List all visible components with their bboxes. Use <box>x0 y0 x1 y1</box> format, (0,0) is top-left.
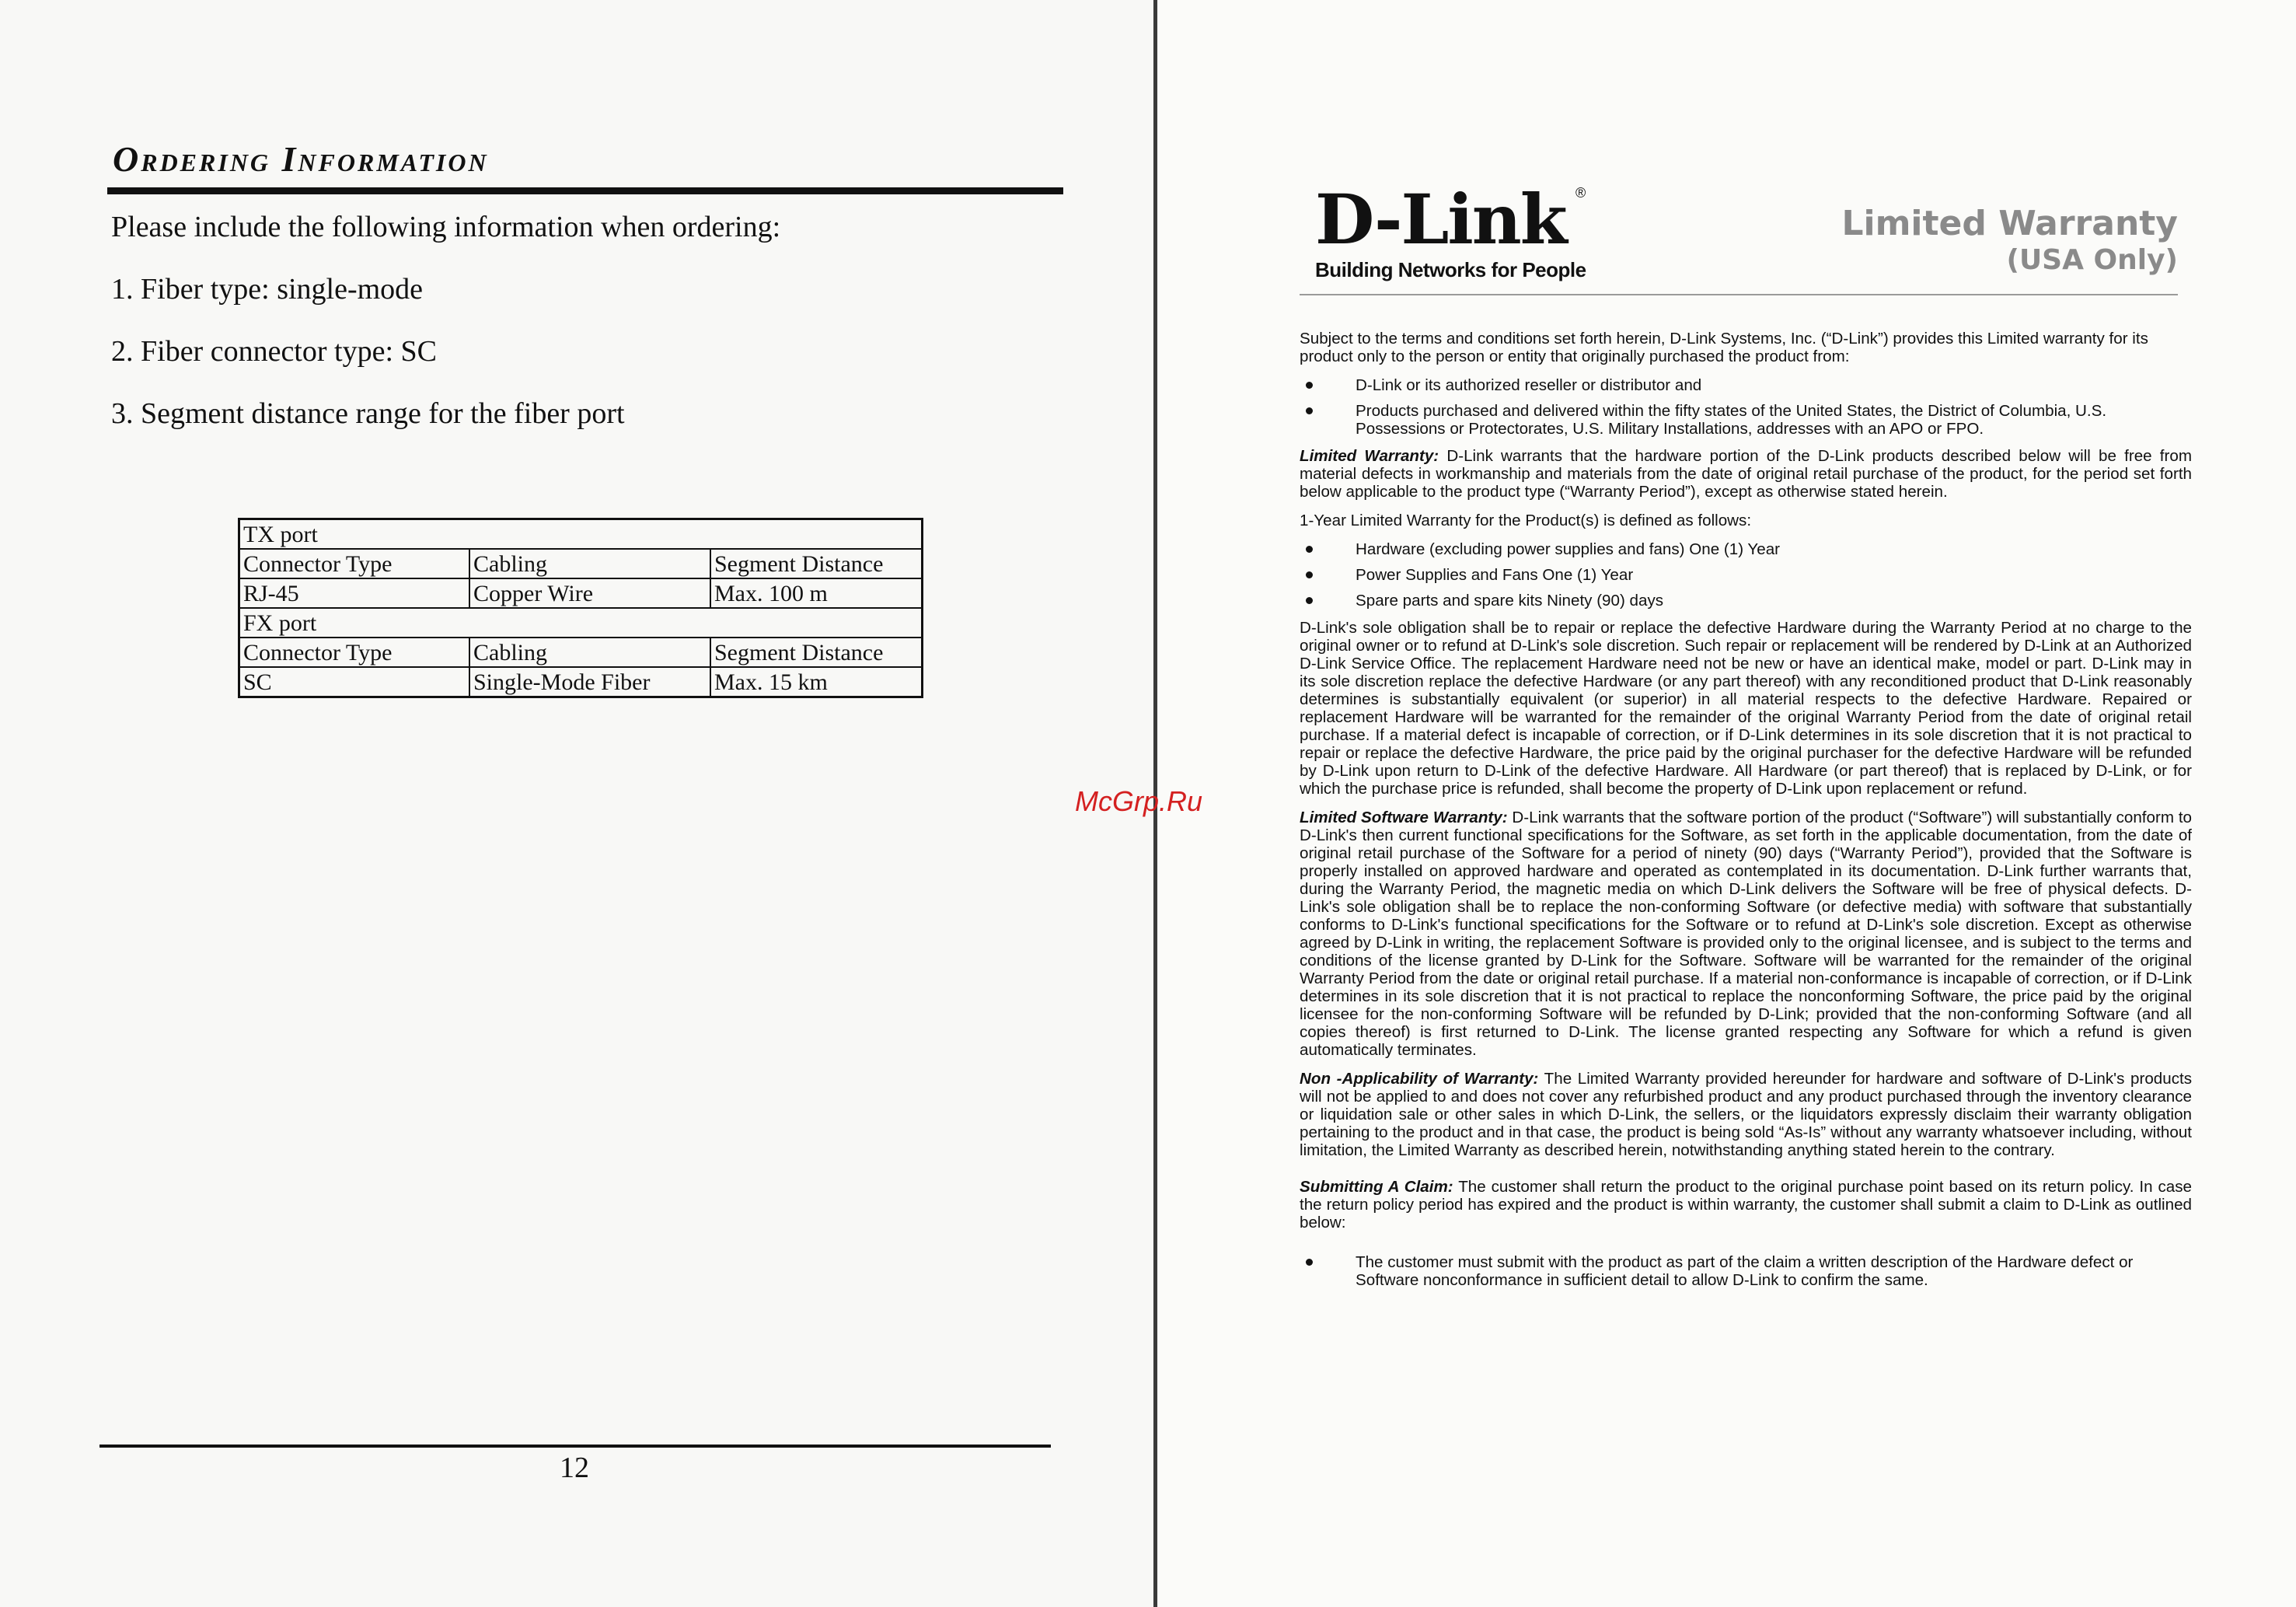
warranty-body <box>1300 330 2192 1298</box>
tx-cabling-cell: Copper Wire <box>469 578 710 608</box>
list-item: The customer must submit with the product as part of the claim a written description of the Hardware defect or Software nonconformance in sufficient detail to allow D-Link to confirm the same. <box>1300 1253 2192 1289</box>
paragraph-lead: Limited Software Warranty: <box>1300 809 1508 826</box>
software-warranty-paragraph: Limited Software Warranty: D-Link warrants that the software portion of the product (“Software”) will substantially conform to D-Link's then current functional specifications for the Software, as set forth in the applicable documentation, from the date of original retail purchase of the Software for a period of ninety (90) days (“Warranty Period”), provided that the Software is properly installed on approved hardware and operated as contemplated in its documentation. D-Link further warrants that, during the Warranty Period, the magnetic media on which D-Link delivers the Software will be free of physical defects. D-Link's sole obligation shall be to replace the non-conforming Software (or defective media) with software that substantially conforms to D-Link's functional specifications for the Software or to refund at D-Link's sole discretion. Except as otherwise agreed by D-Link in writing, the replacement Software is provided only to the original licensee, and is subject to the terms and conditions of the license granted by D-Link for the Software. Software will be warranted for the remainder of the original Warranty Period from the date or original retail purchase. If a material non-conformance is incapable of correction, or if D-Link determines in its sole discretion that it is not practical to replace the nonconforming Software, the price paid by the original licensee for the non-conforming Software will be refunded by D-Link; provided that the non-conforming Software (and all copies thereof) is first returned to D-Link. The license granted respecting any Software for which a refund is given automatically terminates. <box>1300 809 2192 1059</box>
bullet-icon <box>1306 382 1313 389</box>
list-item: Hardware (excluding power supplies and fans) One (1) Year <box>1300 540 2192 558</box>
list-item: Products purchased and delivered within the fifty states of the United States, the District of Columbia, U.S. Possessions or Protectorates, U.S. Military Installations, addresses with an APO or FPO. <box>1300 402 2192 438</box>
ordering-item-segment-distance: 3. Segment distance range for the fiber port <box>111 397 625 430</box>
bullet-icon <box>1306 1259 1313 1266</box>
paragraph-lead: Submitting A Claim: <box>1300 1178 1453 1196</box>
limited-warranty-paragraph: Limited Warranty: D-Link warrants that the hardware portion of the D-Link products described below will be free from material defects in workmanship and materials from the date of original retail purchase of the product, for the period set forth below applicable to the product type (“Warranty Period”), except as otherwise stated herein. <box>1300 447 2192 501</box>
one-year-list <box>1300 540 2192 610</box>
col-header-distance: Segment Distance <box>710 549 923 578</box>
bullet-icon <box>1306 597 1313 604</box>
warranty-heading <box>1841 204 2178 277</box>
non-applicability-paragraph: Non -Applicability of Warranty: The Limited Warranty provided hereunder for hardware and software of D-Link's products will not be applied to and does not cover any refurbished product and any product purchased through the inventory clearance or liquidation sale or other sales in which D-Link, the sellers, or the liquidators expressly disclaim their warranty obligation pertaining to the product and in that case, the product is being sold “As-Is” without any warranty whatsoever including, without limitation, the Limited Warranty as described herein, notwithstanding anything stated herein to the contrary. <box>1300 1070 2193 1159</box>
col-header-cabling: Cabling <box>469 638 710 667</box>
ordering-intro: Please include the following information when ordering: <box>111 211 781 243</box>
col-header-connector: Connector Type <box>239 638 470 667</box>
bullet-icon <box>1306 407 1313 414</box>
title-rule <box>107 187 1063 194</box>
fx-distance-cell: Max. 15 km <box>710 667 923 697</box>
warranty-subtitle: (USA Only) <box>2006 244 2178 276</box>
tx-connector-cell: RJ-45 <box>239 578 470 608</box>
table-header-row <box>239 638 923 667</box>
col-header-distance: Segment Distance <box>710 638 923 667</box>
ordering-list <box>111 272 625 459</box>
fx-connector-cell: SC <box>239 667 470 697</box>
tx-distance-cell: Max. 100 m <box>710 578 923 608</box>
port-table <box>238 518 923 698</box>
paragraph-lead: Non -Applicability of Warranty: <box>1300 1070 1539 1088</box>
sole-obligation-paragraph: D-Link's sole obligation shall be to repair or replace the defective Hardware during the Warranty Period at no charge to the original owner or to refund at D-Link's sole discretion. Such repair or replacement will be rendered by D-Link at an Authorized D-Link Service Office. The replacement Hardware need not be new or have an identical make, model or part. D-Link may in its sole discretion replace the defective Hardware (or any part thereof) with any reconditioned product that D-Link reasonably determines is substantially equivalent (or superior) in all material respects to the defective Hardware. Repaired or replacement Hardware will be warranted for the remainder of the original Warranty Period from the date of original retail purchase. If a material defect is incapable of correction, or if D-Link determines in its sole discretion that it is not practical to repair or replace the defective Hardware, the price paid by the original purchaser for the defective Hardware will be refunded by D-Link upon return to D-Link of the defective Hardware. All Hardware (or part thereof) that is replaced by D-Link, or for which the purchase price is refunded, shall become the property of D-Link upon replacement or refund. <box>1300 619 2192 798</box>
ordering-item-connector-type: 2. Fiber connector type: SC <box>111 335 437 368</box>
table-header-row <box>239 549 923 578</box>
purchase-from-list <box>1300 376 2192 438</box>
fx-cabling-cell: Single-Mode Fiber <box>469 667 710 697</box>
list-item: Spare parts and spare kits Ninety (90) days <box>1300 592 2192 610</box>
registered-mark: ® <box>1575 185 1586 201</box>
table-row <box>239 578 923 608</box>
watermark: McGrp.Ru <box>1075 785 1203 817</box>
list-item: Power Supplies and Fans One (1) Year <box>1300 566 2192 584</box>
submitting-claim-paragraph: Submitting A Claim: The customer shall return the product to the original purchase point based on its return policy. In case the return policy period has expired and the product is within warranty, the customer shall submit a claim to D-Link as outlined below: <box>1300 1178 2193 1231</box>
fx-port-label: FX port <box>239 608 923 638</box>
col-header-cabling: Cabling <box>469 549 710 578</box>
footer-rule <box>99 1445 1051 1448</box>
bullet-icon <box>1306 571 1313 578</box>
logo-tagline: Building Networks for People <box>1315 258 1586 281</box>
header-rule <box>1300 294 2178 295</box>
table-row <box>239 667 923 697</box>
logo-wordmark: D-Link <box>1315 179 1566 260</box>
tx-port-header-row <box>239 519 923 550</box>
one-year-intro: 1-Year Limited Warranty for the Product(s) is defined as follows: <box>1300 512 1752 529</box>
dlink-logo <box>1315 179 1586 282</box>
bullet-icon <box>1306 546 1313 553</box>
page-number: 12 <box>560 1452 589 1484</box>
fx-port-header-row <box>239 608 923 638</box>
list-item: D-Link or its authorized reseller or distributor and <box>1300 376 2192 394</box>
section-title: Ordering Information <box>113 139 489 179</box>
col-header-connector: Connector Type <box>239 549 470 578</box>
warranty-intro: Subject to the terms and conditions set forth herein, D-Link Systems, Inc. (“D-Link”) provides this Limited warranty for its product only to the person or entity that originally purchased the product from: <box>1300 330 2148 365</box>
ordering-item-fiber-type: 1. Fiber type: single-mode <box>111 273 424 306</box>
tx-port-label: TX port <box>239 519 923 550</box>
warranty-title: Limited Warranty <box>1841 204 2178 243</box>
claim-list <box>1300 1253 2192 1289</box>
paragraph-lead: Limited Warranty: <box>1300 447 1439 465</box>
